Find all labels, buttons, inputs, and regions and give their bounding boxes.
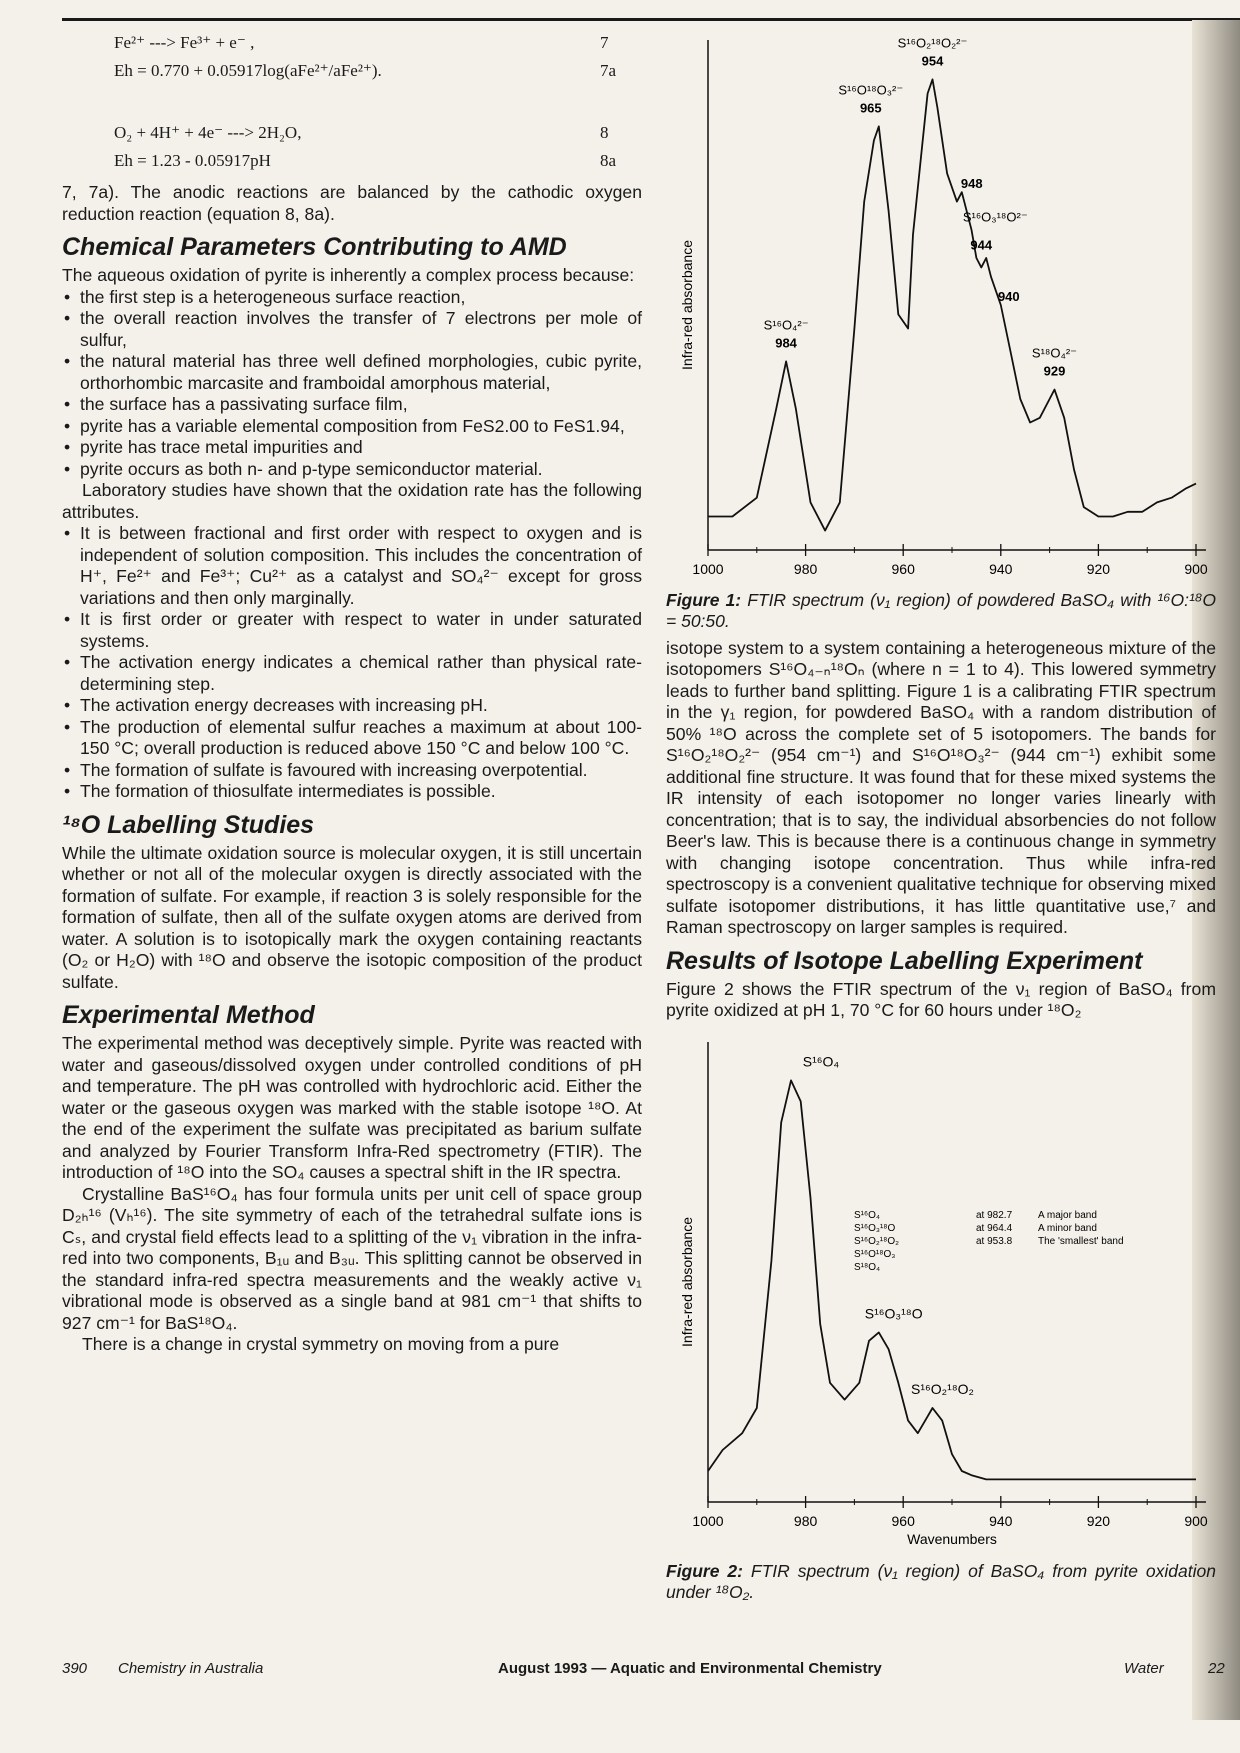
section-heading-results: Results of Isotope Labelling Experiment [666,946,1143,975]
list-item: • the natural material has three well defined morphologies, cubic pyrite, orthorhombic marcasite and framboidal amorphous material, [80,351,642,394]
peak-species-label: S¹⁶O₄²⁻ [763,317,809,333]
list-item: • The formation of thiosulfate intermediates is possible. [80,781,642,803]
equation-7a: Eh = 0.770 + 0.05917log(aFe²⁺/aFe²⁺). 7a [114,61,617,80]
footer-section: Water [1124,1660,1164,1677]
figure-2 [666,1022,1216,1558]
x-tick-label: 900 [1184,1512,1208,1529]
left-column [62,30,642,1356]
list-item: • pyrite has a variable elemental composition from FeS2.00 to FeS1.94, [80,416,642,438]
x-axis-label: Wavenumbers [907,1530,997,1547]
list-item: • pyrite occurs as both n- and p-type semiconductor material. [80,459,642,481]
legend-species: S¹⁶O₄ [854,1209,880,1221]
peak-label: 965 [859,100,882,116]
y-axis-label: Infra-red absorbance [679,240,695,370]
legend-note: A minor band [1038,1222,1097,1234]
sec1-bullet-list [62,287,642,481]
legend-note: The 'smallest' band [1038,1235,1124,1247]
right-paragraph-2: Figure 2 shows the FTIR spectrum of the ν₁ region of BaSO₄ from pyrite oxidized at pH 1, 70 °C for 60 hours under ¹⁸O₂ [666,978,1216,1020]
peak-species-label: S¹⁶O₂¹⁸O₂ [910,1380,974,1397]
legend-species: S¹⁶O₂¹⁸O₂ [854,1235,899,1247]
peak-label: 929 [1043,363,1066,379]
list-item: • It is between fractional and first order with respect to oxygen and is independent of solution composition. This includes the concentration of H⁺, Fe²⁺ and Fe³⁺; Cu²⁺ as a catalyst and SO₄²⁻ except for gross variations and then only marginally. [80,523,642,609]
list-item: • pyrite has trace metal impurities and [80,437,642,459]
figure-2-caption-label: Figure 2: [666,1561,743,1581]
section-heading-chemical-parameters: Chemical Parameters Contributing to AMD [62,233,567,261]
legend-position: at 964.4 [976,1222,1013,1234]
list-item: • The activation energy decreases with increasing pH. [80,695,642,717]
footer-issue: August 1993 — Aquatic and Environmental Chemistry [498,1660,882,1677]
peak-label: 944 [970,237,993,253]
list-item: • the first step is a heterogeneous surface reaction, [80,287,642,309]
legend-species: S¹⁸O₄ [854,1261,881,1273]
peak-label: 984 [775,335,797,351]
legend-position: at 953.8 [976,1235,1013,1247]
x-tick-label: 920 [1086,561,1111,577]
intro-paragraph: 7, 7a). The anodic reactions are balanced by the cathodic oxygen reduction reaction (equation 8, 8a). [62,182,642,224]
sec2-paragraph: While the ultimate oxidation source is molecular oxygen, it is still uncertain whether or not all of the molecular oxygen is directly associated with the formation of sulfate. For example, if reaction 3 is solely responsible for the formation of sulfate, then all of the sulfate oxygen atoms are derived from water. A solution is to isotopically mark the oxygen containing reactants (O₂ or H₂O) with ¹⁸O and observe the isotopic composition of the product sulfate. [62,842,642,992]
sec1-bullet-list-2 [62,523,642,803]
legend-position: at 982.7 [976,1209,1013,1221]
spectrum-line [708,79,1196,530]
peak-species-label: S¹⁸O₄²⁻ [1031,345,1078,361]
sec3-paragraph-1: The experimental method was deceptively simple. Pyrite was reacted with water and gaseous/dissolved oxygen under controlled conditions of pH and temperature. The pH was controlled with hydrochloric acid. Either the water or the gaseous oxygen was marked with the stable isotope ¹⁸O. At the end of the experiment the sulfate was precipitated as barium sulfate and analyzed by Fourier Transform Infra-Red spectrometry (FTIR). The introduction of ¹⁸O into the SO₄ causes a spectral shift in the IR spectra. [62,1033,642,1182]
list-item: • The formation of sulfate is favoured with increasing overpotential. [80,760,642,782]
x-axis-label [907,579,997,580]
sec3-paragraph-3: There is a change in crystal symmetry on moving from a pure [82,1334,560,1354]
section-heading-method: Experimental Method [62,1001,315,1029]
peak-species-label: S¹⁶O₃¹⁸O [864,1304,923,1321]
figure-1-chart [666,30,1216,580]
footer-next-page: 22 [1208,1660,1225,1677]
x-tick-label: 960 [891,1512,915,1529]
y-axis-label: Infra-red absorbance [679,1216,695,1347]
list-item: • The production of elemental sulfur reaches a maximum at about 100-150 °C; overall production is reduced above 150 °C and below 100 °C. [80,717,642,760]
figure-1 [666,30,1216,586]
spectrum-line [708,1080,1196,1479]
sec3-paragraph-2: Crystalline BaS¹⁶O₄ has four formula units per unit cell of space group D₂ₕ¹⁶ (Vₕ¹⁶). The site symmetry of each of the tetrahedral sulfate ions is Cₛ, and crystal field effects lead to a splitting of the ν₁ vibration in the infra-red into two components, B₁ᵤ and B₃ᵤ. This splitting cannot be observed in the standard infra-red spectra measurements and the weakly active ν₁ vibrational mode is observed as a single band at 981 cm⁻¹ that shifts to 927 cm⁻¹ for BaS¹⁸O₄. [62,1183,642,1333]
x-tick-label: 940 [989,1512,1013,1529]
x-tick-label: 920 [1086,1512,1111,1529]
equation-7: Fe²⁺ ---> Fe³⁺ + e⁻ , 7 [114,33,609,52]
list-item: • The activation energy indicates a chemical rather than physical rate-determining step. [80,652,642,695]
legend-species: S¹⁶O₃¹⁸O [854,1222,896,1234]
x-tick-label: 980 [793,561,818,577]
figure-2-caption-text: FTIR spectrum (ν₁ region) of BaSO₄ from pyrite oxidation under ¹⁸O₂. [666,1561,1216,1602]
figure-2-chart [666,1022,1216,1552]
right-paragraph-1: isotope system to a system containing a heterogeneous mixture of the isotopomers S¹⁶O₄₋ₙ¹⁸Oₙ (where n = 1 to 4). This lowered symmetry leads to further band splitting. Figure 1 is a calibrating FTIR spectrum in the γ₁ region, for powdered BaSO₄ with a random distribution of 50% ¹⁸O across the complete set of 5 isotopomers. The bands for S¹⁶O₂¹⁸O₂²⁻ (954 cm⁻¹) and S¹⁶O¹⁸O₃²⁻ (944 cm⁻¹) exhibit some additional fine structure. It was found that for these mixed systems the IR intensity of each isotopomer no longer varies linearly with concentration; that is to say, the individual absorbencies do not follow Beer's law. This is because there is a continuous change in symmetry with changing isotope concentration. Thus while infra-red spectroscopy is a convenient qualitative technique for observing mixed sulfate isotopomer distributions, it has little quantitative use,⁷ and Raman spectroscopy on larger samples is required. [666,637,1216,937]
peak-species-label: S¹⁶O¹⁸O₃²⁻ [838,82,904,98]
section-heading-labelling: ¹⁸O Labelling Studies [62,810,315,839]
peak-label: 948 [960,176,983,192]
peak-label: 954 [921,53,944,69]
list-item: • It is first order or greater with respect to water in under saturated systems. [80,609,642,652]
top-rule [62,18,1240,21]
peak-label: 940 [997,289,1020,304]
equation-8a: Eh = 1.23 - 0.05917pH 8a [114,151,617,170]
right-column [666,30,1216,1609]
x-tick-label: 980 [793,1512,818,1529]
figure-2-caption [666,1561,1216,1603]
sec1-paragraph-2: Laboratory studies have shown that the oxidation rate has the following attributes. [62,480,642,522]
legend-species: S¹⁶O¹⁸O₃ [854,1248,896,1260]
x-tick-label: 1000 [692,1512,724,1529]
x-tick-label: 1000 [692,561,724,577]
legend-note: A major band [1038,1209,1097,1221]
footer-page-number: 390 [62,1660,88,1677]
list-item: • the surface has a passivating surface film, [80,394,642,416]
x-tick-label: 960 [891,561,915,577]
peak-species-label: S¹⁶O₃¹⁸O²⁻ [962,209,1028,225]
sec1-intro: The aqueous oxidation of pyrite is inherently a complex process because: [62,265,635,285]
figure-1-caption-label: Figure 1: [666,589,742,610]
x-tick-label: 900 [1184,561,1208,577]
figure-1-caption [666,590,1216,632]
peak-species-label: S¹⁶O₄ [802,1052,840,1069]
list-item: • the overall reaction involves the transfer of 7 electrons per mole of sulfur, [80,308,642,351]
footer-journal: Chemistry in Australia [118,1660,264,1677]
equation-8: O₂ + 4H⁺ + 4e⁻ ---> 2H₂O, 8 [114,123,609,142]
x-tick-label: 940 [989,561,1013,577]
peak-species-label: S¹⁶O₂¹⁸O₂²⁻ [897,35,968,51]
figure-1-caption-text: FTIR spectrum (ν₁ region) of powdered BaSO₄ with ¹⁶O:¹⁸O = 50:50. [666,589,1216,631]
